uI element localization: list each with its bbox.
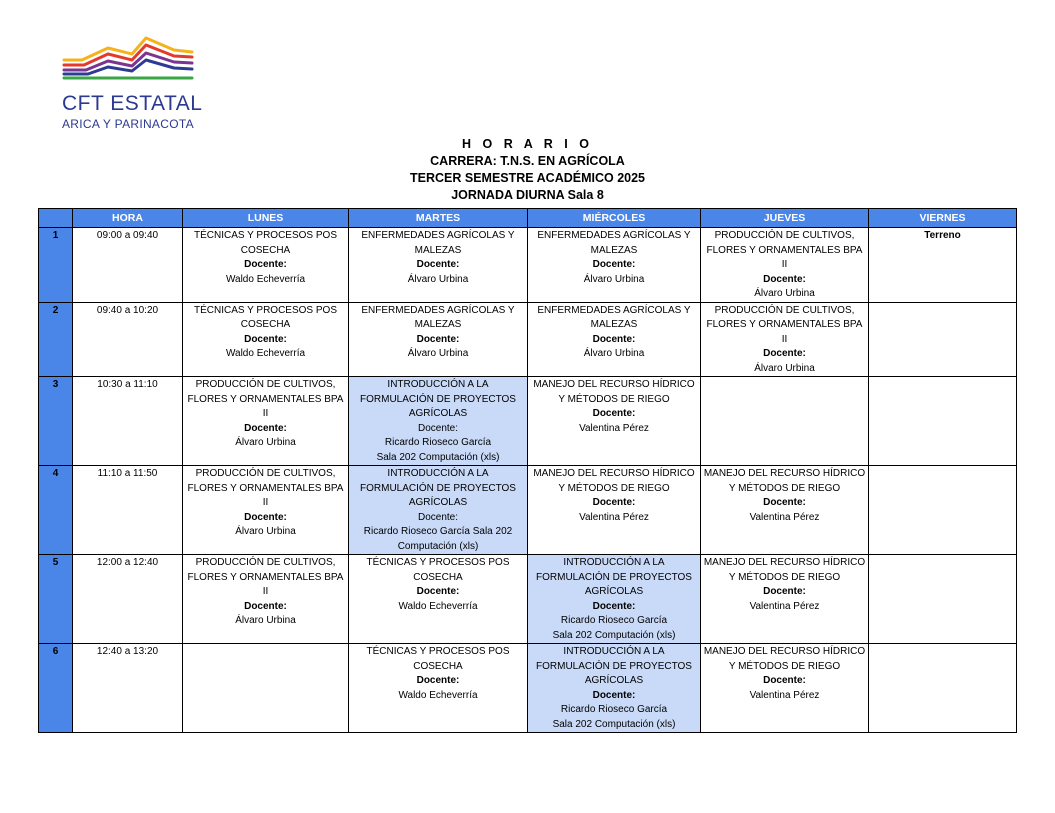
schedule-row [39, 644, 1017, 733]
docente-name: Álvaro Urbina [583, 273, 645, 285]
class-cell-viernes [869, 644, 1017, 733]
class-cell-martes [349, 302, 528, 377]
class-cell-martes [349, 644, 528, 733]
course-title: TÉCNICAS Y PROCESOS POS COSECHA [366, 557, 510, 583]
class-cell-jueves [701, 302, 869, 377]
row-number: 3 [39, 377, 73, 466]
class-cell-martes [349, 466, 528, 555]
column-header: MIÉRCOLES [528, 209, 701, 228]
docente-label: Docente: [416, 333, 460, 345]
class-cell-jueves [701, 466, 869, 555]
docente-label: Docente: [244, 600, 287, 612]
docente-label: Docente: [592, 408, 636, 419]
class-cell-miercoles [528, 377, 701, 466]
class-cell-martes [349, 555, 528, 644]
logo-name: CFT ESTATAL [62, 92, 203, 115]
row-number: 4 [39, 466, 73, 555]
heading-semester: TERCER SEMESTRE ACADÉMICO 2025 [410, 171, 645, 185]
docente-name: Álvaro Urbina [407, 348, 469, 359]
course-title: MANEJO DEL RECURSO HÍDRICO Y MÉTODOS DE RIEGO [703, 557, 866, 583]
column-header: VIERNES [869, 209, 1017, 228]
column-header: JUEVES [701, 209, 869, 228]
docente-name: Valentina Pérez [749, 600, 820, 612]
schedule-row [39, 377, 1017, 466]
row-number: 5 [39, 555, 73, 644]
class-cell-viernes [869, 228, 1017, 303]
docente-name: Ricardo Rioseco García [560, 704, 668, 715]
class-cell-miercoles [528, 644, 701, 733]
heading-shift: JORNADA DIURNA Sala 8 [451, 188, 604, 202]
schedule-row [39, 302, 1017, 377]
docente-name: Waldo Echeverría [225, 273, 306, 285]
mountain-stripes-logo-graphic [62, 32, 194, 80]
class-cell-lunes [183, 466, 349, 555]
time-slot: 11:10 a 11:50 [73, 466, 183, 555]
course-title: PRODUCCIÓN DE CULTIVOS, FLORES Y ORNAMENTALES BPA II [187, 379, 344, 419]
class-cell-lunes [183, 377, 349, 466]
class-cell-lunes [183, 228, 349, 303]
class-cell-viernes [869, 377, 1017, 466]
class-cell-jueves [701, 228, 869, 303]
docente-label: Docente: [763, 497, 806, 508]
course-title: MANEJO DEL RECURSO HÍDRICO Y MÉTODOS DE RIEGO [703, 646, 866, 672]
heading-title: H O R A R I O [462, 137, 593, 151]
docente-name: Álvaro Urbina [235, 615, 296, 626]
logo-region: ARICA Y PARINACOTA [62, 117, 194, 131]
docente-label: Docente: [763, 273, 806, 285]
course-title: INTRODUCCIÓN A LA FORMULACIÓN DE PROYECTOS AGRÍCOLAS [360, 468, 516, 508]
schedule-row [39, 466, 1017, 555]
schedule-row [39, 555, 1017, 644]
docente-label: Docente: [592, 259, 636, 270]
time-slot: 10:30 a 11:10 [73, 377, 183, 466]
class-cell-viernes [869, 466, 1017, 555]
course-title: PRODUCCIÓN DE CULTIVOS, FLORES Y ORNAMENTALES BPA II [706, 304, 863, 345]
docente-label: Docente: [763, 675, 806, 686]
docente-name: Valentina Pérez [749, 689, 820, 701]
class-cell-martes [349, 377, 528, 466]
time-slot: 09:00 a 09:40 [73, 228, 183, 303]
docente-name: Ricardo Rioseco García [560, 615, 668, 626]
docente-name: Valentina Pérez [749, 511, 820, 523]
course-title: ENFERMEDADES AGRÍCOLAS Y MALEZAS [361, 304, 515, 330]
course-title: PRODUCCIÓN DE CULTIVOS, FLORES Y ORNAMENTALES BPA II [187, 557, 344, 597]
course-title: PRODUCCIÓN DE CULTIVOS, FLORES Y ORNAMENTALES BPA II [187, 468, 344, 508]
time-slot: 12:00 a 12:40 [73, 555, 183, 644]
course-title: TÉCNICAS Y PROCESOS POS COSECHA [366, 646, 510, 672]
class-cell-lunes [183, 302, 349, 377]
column-header [39, 209, 73, 228]
column-header: MARTES [349, 209, 528, 228]
course-title: TÉCNICAS Y PROCESOS POS COSECHA [193, 230, 337, 256]
docente-name: Waldo Echeverría [225, 348, 306, 359]
room-info: Sala 202 Computación (xls) [376, 451, 500, 463]
docente-name: Valentina Pérez [579, 422, 649, 434]
course-title: INTRODUCCIÓN A LA FORMULACIÓN DE PROYECTOS AGRÍCOLAS [536, 557, 692, 597]
docente-label: Docente: [417, 511, 459, 523]
course-title: ENFERMEDADES AGRÍCOLAS Y MALEZAS [361, 230, 515, 256]
docente-name: Waldo Echeverría [398, 689, 478, 701]
docente-name: Álvaro Urbina [235, 526, 296, 537]
docente-label: Docente: [244, 259, 287, 270]
class-cell-jueves [701, 644, 869, 733]
docente-label: Docente: [763, 586, 806, 597]
course-title: TÉCNICAS Y PROCESOS POS COSECHA [193, 304, 337, 330]
course-title: ENFERMEDADES AGRÍCOLAS Y MALEZAS [537, 304, 691, 330]
docente-label: Docente: [416, 675, 460, 686]
docente-name: Álvaro Urbina [407, 273, 469, 285]
schedule-table [38, 208, 1017, 733]
class-cell-miercoles [528, 466, 701, 555]
docente-label: Docente: [417, 422, 459, 434]
docente-label: Docente: [592, 689, 636, 701]
docente-name: Ricardo Rioseco García Sala 202 Computación (xls) [363, 526, 513, 552]
docente-name: Álvaro Urbina [754, 288, 815, 299]
class-cell-viernes [869, 555, 1017, 644]
docente-label: Docente: [416, 259, 460, 270]
class-cell-miercoles [528, 555, 701, 644]
class-cell-viernes [869, 302, 1017, 377]
class-cell-martes [349, 228, 528, 303]
course-title: MANEJO DEL RECURSO HÍDRICO Y MÉTODOS DE RIEGO [533, 379, 695, 405]
class-cell-jueves [701, 555, 869, 644]
course-title: MANEJO DEL RECURSO HÍDRICO Y MÉTODOS DE RIEGO [533, 468, 695, 494]
heading-career: CARRERA: T.N.S. EN AGRÍCOLA [430, 154, 625, 168]
docente-name: Álvaro Urbina [235, 437, 296, 448]
class-cell-lunes [183, 555, 349, 644]
docente-label: Docente: [244, 422, 287, 434]
docente-name: Waldo Echeverría [398, 600, 478, 612]
course-title: PRODUCCIÓN DE CULTIVOS, FLORES Y ORNAMENTALES BPA II [706, 230, 863, 270]
class-cell-lunes [183, 644, 349, 733]
class-cell-jueves [701, 377, 869, 466]
course-title: INTRODUCCIÓN A LA FORMULACIÓN DE PROYECTOS AGRÍCOLAS [536, 646, 692, 686]
row-number: 6 [39, 644, 73, 733]
docente-label: Docente: [592, 333, 636, 345]
time-slot: 12:40 a 13:20 [73, 644, 183, 733]
column-header: HORA [73, 209, 183, 228]
schedule-row [39, 228, 1017, 303]
row-number: 2 [39, 302, 73, 377]
institution-logo [60, 32, 205, 132]
course-title: INTRODUCCIÓN A LA FORMULACIÓN DE PROYECTOS AGRÍCOLAS [360, 379, 516, 419]
docente-label: Docente: [592, 600, 636, 612]
cell-note: Terreno [924, 230, 961, 241]
room-info: Sala 202 Computación (xls) [552, 629, 676, 641]
room-info: Sala 202 Computación (xls) [552, 718, 676, 730]
docente-label: Docente: [244, 511, 287, 523]
course-title: ENFERMEDADES AGRÍCOLAS Y MALEZAS [537, 230, 691, 256]
docente-name: Ricardo Rioseco García [384, 437, 492, 448]
time-slot: 09:40 a 10:20 [73, 302, 183, 377]
docente-name: Álvaro Urbina [754, 362, 815, 374]
document-heading [0, 136, 1055, 204]
class-cell-miercoles [528, 228, 701, 303]
row-number: 1 [39, 228, 73, 303]
docente-label: Docente: [763, 348, 806, 359]
schedule-body [39, 228, 1017, 733]
header-row [39, 209, 1017, 228]
docente-label: Docente: [592, 497, 636, 508]
docente-name: Álvaro Urbina [583, 348, 645, 359]
docente-label: Docente: [244, 333, 287, 345]
class-cell-miercoles [528, 302, 701, 377]
docente-label: Docente: [416, 586, 460, 597]
column-header: LUNES [183, 209, 349, 228]
course-title: MANEJO DEL RECURSO HÍDRICO Y MÉTODOS DE RIEGO [703, 468, 866, 494]
docente-name: Valentina Pérez [579, 511, 649, 523]
